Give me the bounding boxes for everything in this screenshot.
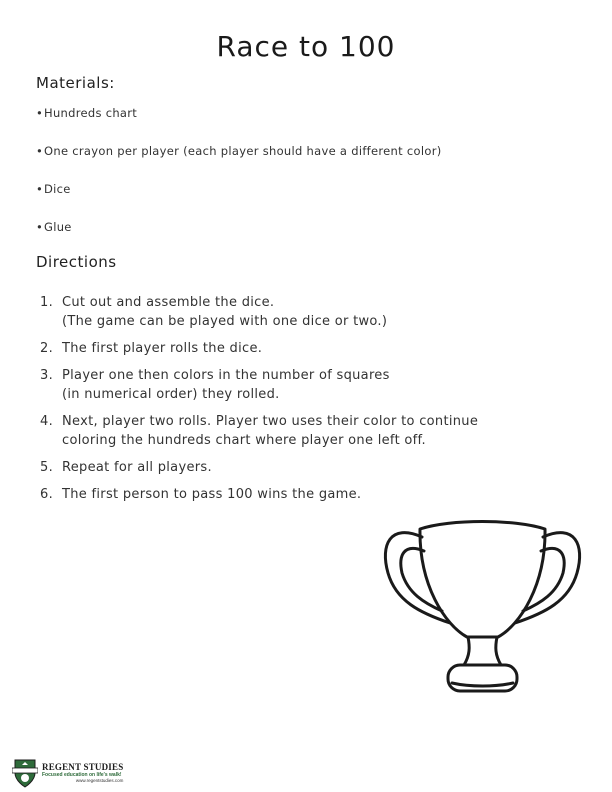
materials-heading: Materials:	[36, 74, 115, 92]
direction-step	[40, 293, 520, 331]
bullet: •	[36, 106, 44, 120]
directions-list	[40, 293, 520, 512]
direction-step	[40, 485, 520, 504]
step-text	[62, 293, 520, 331]
direction-step	[40, 412, 520, 450]
list-item	[36, 105, 442, 143]
step-line: Player one then colors in the number of squares	[62, 368, 390, 383]
step-text	[62, 458, 520, 477]
step-text	[62, 485, 520, 504]
bullet: •	[36, 220, 44, 234]
material-text: Hundreds chart	[44, 106, 138, 120]
material-text: One crayon per player (each player should have a different color)	[44, 144, 442, 158]
page-title: Race to 100	[216, 30, 396, 63]
direction-step	[40, 458, 520, 477]
shield-icon	[12, 757, 38, 789]
direction-step	[40, 339, 520, 358]
step-number: 5.	[40, 460, 54, 475]
material-text: Glue	[44, 220, 72, 234]
step-line: Cut out and assemble the dice.	[62, 295, 275, 310]
materials-list	[36, 105, 442, 257]
logo-text	[42, 763, 123, 784]
step-text	[62, 412, 520, 450]
logo-tagline: Focused education on life's walk!	[42, 771, 122, 778]
list-item	[36, 181, 442, 219]
step-line: The first player rolls the dice.	[62, 341, 263, 356]
step-text	[62, 366, 520, 404]
logo-brand: REGENT STUDIES	[42, 761, 124, 772]
step-line: (The game can be played with one dice or two.)	[62, 314, 388, 329]
direction-step	[40, 366, 520, 404]
trophy-icon	[380, 515, 585, 700]
step-number: 1.	[40, 295, 54, 310]
step-line: Next, player two rolls. Player two uses their color to continue	[62, 414, 479, 429]
list-item	[36, 143, 442, 181]
step-text	[62, 339, 520, 358]
step-line: Repeat for all players.	[62, 460, 212, 475]
logo-url: www.regentstudies.com	[75, 777, 124, 783]
step-line: coloring the hundreds chart where player one left off.	[62, 433, 426, 448]
step-line: (in numerical order) they rolled.	[62, 387, 280, 402]
step-number: 2.	[40, 341, 54, 356]
step-line: The first person to pass 100 wins the game.	[62, 487, 362, 502]
list-item	[36, 219, 442, 257]
directions-heading: Directions	[36, 253, 117, 271]
bullet: •	[36, 182, 44, 196]
step-number: 3.	[40, 368, 54, 383]
step-number: 4.	[40, 414, 54, 429]
bullet: •	[36, 144, 44, 158]
step-number: 6.	[40, 487, 54, 502]
regent-studies-logo	[12, 757, 123, 789]
material-text: Dice	[44, 182, 71, 196]
